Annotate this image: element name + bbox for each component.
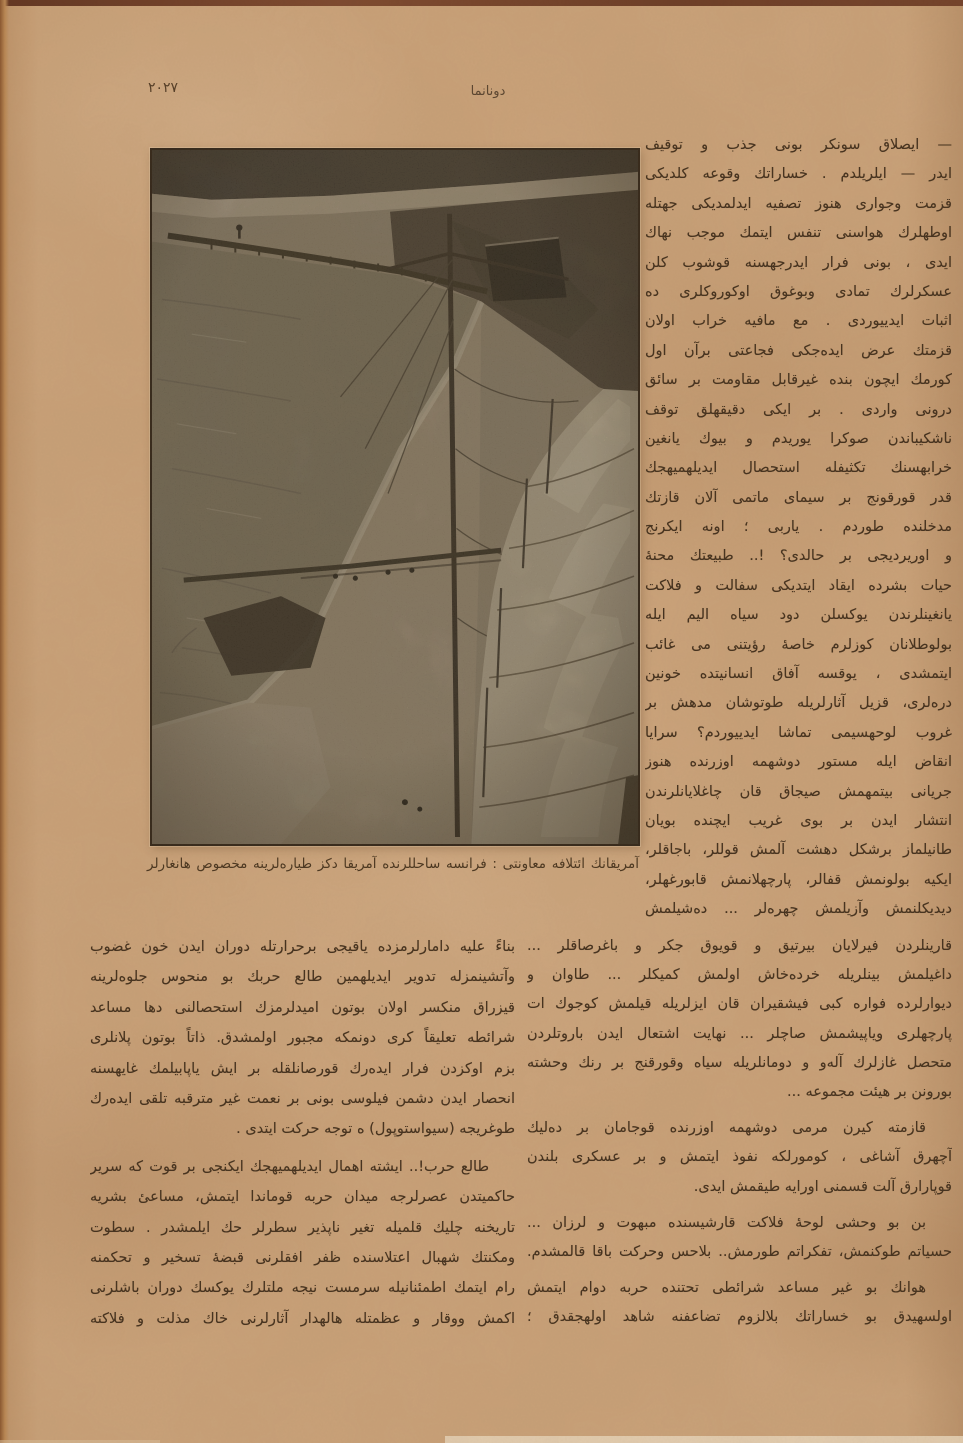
text-line: اكمش ووقار و عظمتله هالهدار آثارلرنى خاك مذلت و فلاكته — [90, 1310, 515, 1327]
right-text-column — [645, 131, 952, 925]
text-line: ناشكيباندن صوكرا يوريدم و بيوك يانغين — [645, 430, 952, 447]
text-line: ايتمشدى ، يوقسه آفاق انسانيتده خونين — [645, 666, 952, 683]
text-line: كورمك ايچون بنده غيرقابل مقاومت بر سائق — [645, 372, 952, 389]
text-line: قيزراق منكسر اولان بوتون اميدلرمزك استحصالنى دها مساعد — [90, 999, 515, 1016]
page-top-edge — [0, 0, 963, 6]
text-line: بن بو وحشى لوحهٔ فلاكت قارشيسنده مبهوت و لرزان ... — [527, 1214, 926, 1231]
text-line: انقاض ايله مستور دوشهمه اوزرنده هنوز — [645, 754, 952, 771]
text-line: طانيلماز برشكل دهشت آلمش قوللر، باجاقلر، — [645, 842, 952, 859]
text-line: اولسهيدق بو خساراتك بلالزوم تضاعفنه شاهد اولهجقدق ؛ — [527, 1309, 952, 1326]
text-line: قزمتك عرض ايدەجكى فجاعتى برآن اول — [645, 342, 952, 359]
text-line: بزم اوكزدن فرار ايدەرك قورصانلقله بر ايش ياپابيلمك غايهسنه — [90, 1060, 515, 1077]
text-line: جريانى بيتمهمش صيجاق قان چاغلايانلرندن — [645, 783, 952, 800]
text-line: انتشار ايدن بر بوى غريب ايچنده بويان — [645, 812, 952, 829]
masthead-title: دونانما — [470, 84, 506, 99]
text-line: حسياتم طوكنمش، تفكراتم طورمش.. بلاحس وحركت باقا قالمشدم. — [527, 1243, 952, 1260]
text-line: ومكنتك شهبال اعتلاسنده ظفر افقلرنى قبضهٔ تسخير و تحكمنه — [90, 1249, 515, 1266]
underlying-page-edge — [445, 1436, 963, 1443]
text-line: تاريخنه چليك قلميله تغير ناپذير سطرلر حك ايلمشدر . سطوت — [90, 1219, 515, 1236]
text-line: و اوريرديجى بر حالدى؟ !.. طبيعتك محنهٔ — [645, 548, 952, 565]
photo-illustration — [152, 150, 638, 844]
page-left-edge — [0, 0, 9, 1443]
text-line: يانغينلرندن يوكسلن دود سياه اليم ايله — [645, 607, 952, 624]
text-line: ايكيه بولونمش قفالر، پارچهلانمش قابورغهلر، — [645, 871, 952, 888]
text-line: قدر قورقونج بر سيماى ماتمى آلان قازتك — [645, 489, 952, 506]
text-line: غروب لوحهسيمى تماشا ايدييوردم؟ سرايا — [645, 724, 952, 741]
text-line: داغيلمش بينلريله خردەخاش اولمش كميكلر ... طاوان و — [527, 967, 952, 984]
text-line: طوغريجه (سيواستوپول) ه توجه حركت ايتدى . — [236, 1121, 515, 1138]
text-line: قوپارارق آلت قسمنى اورايه طيقمش ايدى. — [693, 1178, 952, 1195]
text-line: شرائطه تعليقاً كرى دونمكه مجبور اولمشدق. ذاتاً بوتون پلانلرى — [90, 1030, 515, 1047]
text-line: بورونن بر هيئت مجموعه ... — [787, 1083, 952, 1100]
bottom-left-text-column — [90, 932, 515, 1334]
text-line: درەلرى، قزيل آثارلريله طوتوشان مدهش بر — [645, 695, 952, 712]
text-line: وآتشينمزله تدوير ايديلهمين طالع حربك بو منحوس جلوەلرينه — [90, 969, 515, 986]
text-line: متحصل غازلرك آلەو و دومانلريله سياه وقورقنج بر رنك وحشته — [527, 1054, 952, 1071]
text-line: ايدر — ايلريلدم . خساراتك وقوعه كلديكى — [645, 166, 952, 183]
text-line: اثبات ايدييوردى . مع مافيه خراب اولان — [645, 313, 952, 330]
page-number: ٢٠٢٧ — [148, 80, 179, 96]
text-line: بولوطلانان كوزلرم خاصهٔ رؤيتنى مى غائب — [645, 636, 952, 653]
text-line: ايدى ، بونى فرار ايدرجهسنه قوشوب كلن — [645, 254, 952, 271]
text-line: بناءً عليه دامارلرمزده ياقيجى برحرارتله دوران ايدن خون غضوب — [90, 939, 515, 955]
text-line: انحصار ايدن دشمن فيلوسى بونى بر نعمت غير مترقبه تلقى ايدەرك — [90, 1090, 515, 1107]
text-line: قازمته كيرن مرمى دوشهمه اوزرنده قوجامان بر دەليك — [527, 1120, 926, 1137]
text-line: پارچهلرى وياپيشمش صاچلر ... نهايت اشتعال ايدن باروتلردن — [527, 1025, 952, 1042]
text-line: — ايصلاق سونكر بونى جذب و توقيف — [645, 137, 952, 153]
text-line: رام ايتمك اطمئنانيله سرمست نيجه ملتلرك يوكسك دوران باشلرنى — [90, 1280, 515, 1297]
text-line: قارينلردن فيرلايان بيرتيق و قويوق جكر و باغرصاقلر ... — [527, 938, 952, 954]
text-line: ديديكلنمش وآزيلمش چهرەلر ... دەشيلمش — [645, 901, 952, 918]
text-line: قزمت وجوارى هنوز تصفيه ايدلمديكى جهتله — [645, 195, 952, 212]
coastal-hangars-photograph — [150, 148, 640, 846]
text-line: ديوارلرده فواره كبى فيشقيران قان ايزلريله قيلمش كوجوك ات — [527, 996, 952, 1013]
text-line: اوطهلرك هواسنى تنفس ايتمك موجب نهاك — [645, 225, 952, 242]
text-line: حاكميتدن عصرلرجه ميدان حربه قوماندا ايتمش، مساعىٔ بشريه — [90, 1189, 515, 1206]
text-line: درونى واردى . بر ايكى دقيقهلق توقف — [645, 401, 952, 418]
text-line: عسكرلرك تمادى وبوغوق اوكوروكلرى ده — [645, 283, 952, 300]
text-line: خرابهسنك تكثيفله استحصال ايديلهميهجك — [645, 460, 952, 477]
bottom-right-text-column — [527, 932, 952, 1332]
text-line: مدخلنده طوردم . ياربى ؛ اونه ايكرنج — [645, 519, 952, 536]
text-line: هوانك بو غير مساعد شرائطى تحتنده حربه دوام ايتمش — [527, 1280, 926, 1297]
text-line: طالع حرب!.. ايشته اهمال ايديلهميهجك ايكنجى بر قوت كه سرير — [90, 1158, 489, 1175]
text-line: حيات بشرده ايقاد ايتديكى سفالت و فلاكت — [645, 577, 952, 594]
text-line: آچهرق آشاغى ، كومورلكه نفوذ ايتمش و بر عسكرى بلندن — [527, 1149, 952, 1166]
photo-caption: آمريقانك ائتلافه معاونتى : فرانسه ساحللرنده آمريقا دكز طيارەلرينه مخصوص هانغارلر — [147, 856, 639, 872]
